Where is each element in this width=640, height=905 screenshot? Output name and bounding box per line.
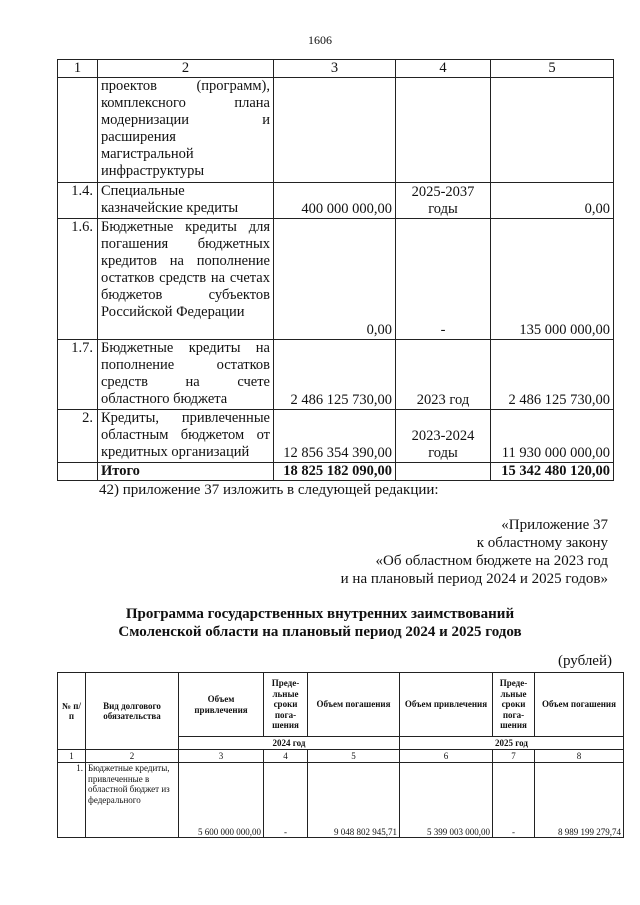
row-amount-remaining: 11 930 000 000,00 [491, 410, 614, 463]
row-amount-attract [274, 78, 396, 183]
total-term [396, 463, 491, 481]
column-number: 2 [98, 60, 274, 78]
row-description: Специальные казначейские кредиты [98, 183, 274, 219]
row-number [58, 463, 98, 481]
row-amount-remaining: 2 486 125 730,00 [491, 340, 614, 410]
column-number: 8 [535, 750, 624, 763]
row-number: 1.4. [58, 183, 98, 219]
appendix-line: «Приложение 37 [501, 517, 608, 533]
row-description: Бюджетные кредиты, привлеченные в областной бюджет из федерального [86, 763, 179, 838]
year-2024-label: 2024 год [179, 737, 400, 750]
header-repay-2024: Объем погашения [308, 673, 400, 737]
header-type: Вид долгового обязательства [86, 673, 179, 750]
row-term: 2025-2037 годы [396, 183, 491, 219]
row-amount-remaining: 135 000 000,00 [491, 219, 614, 340]
borrowing-program-table [57, 672, 624, 838]
column-number: 5 [308, 750, 400, 763]
column-number: 7 [493, 750, 535, 763]
row-term-2024: - [264, 763, 308, 838]
column-number: 2 [86, 750, 179, 763]
row-term [396, 78, 491, 183]
program-title [0, 605, 640, 641]
row-repay-2024: 9 048 802 945,71 [308, 763, 400, 838]
column-number: 3 [274, 60, 396, 78]
year-2025-label: 2025 год [400, 737, 624, 750]
appendix-line: и на плановый период 2024 и 2025 годов» [340, 571, 608, 587]
table-row [58, 410, 614, 463]
appendix-line: «Об областном бюджете на 2023 год [375, 553, 608, 569]
column-number: 5 [491, 60, 614, 78]
total-label: Итого [98, 463, 274, 481]
column-number: 4 [396, 60, 491, 78]
row-amount-remaining [491, 78, 614, 183]
row-amount-attract: 400 000 000,00 [274, 183, 396, 219]
column-number: 4 [264, 750, 308, 763]
header-attract-2024: Объем привлечения [179, 673, 264, 737]
row-term: 2023 год [396, 340, 491, 410]
row-term-2025: - [493, 763, 535, 838]
table-row [58, 78, 614, 183]
amendment-paragraph: 42) приложение 37 изложить в следующей редакции: [99, 482, 439, 498]
row-amount-attract: 0,00 [274, 219, 396, 340]
unit-label: (рублей) [557, 653, 612, 669]
header-attract-2025: Объем привлечения [400, 673, 493, 737]
total-amount-remaining: 15 342 480 120,00 [491, 463, 614, 481]
row-amount-remaining: 0,00 [491, 183, 614, 219]
appendix-heading [341, 516, 608, 588]
column-number: 3 [179, 750, 264, 763]
table-row [58, 763, 624, 838]
column-number: 1 [58, 60, 98, 78]
borrowing-table-continued [57, 59, 614, 481]
row-attract-2024: 5 600 000 000,00 [179, 763, 264, 838]
table-row [58, 340, 614, 410]
header-term-2025: Преде-льные сроки пога-шения [493, 673, 535, 737]
total-amount-attract: 18 825 182 090,00 [274, 463, 396, 481]
row-description: проектов (программ), комплексного плана модернизации и расширения магистральной инфраструктуры [98, 78, 274, 183]
header-term-2024: Преде-льные сроки пога-шения [264, 673, 308, 737]
row-amount-attract: 2 486 125 730,00 [274, 340, 396, 410]
title-line: Программа государственных внутренних заимствований [125, 606, 515, 622]
row-description: Бюджетные кредиты на пополнение остатков средств на счете областного бюджета [98, 340, 274, 410]
row-repay-2025: 8 989 199 279,74 [535, 763, 624, 838]
table-header-row [58, 60, 614, 78]
row-number: 1.6. [58, 219, 98, 340]
row-attract-2025: 5 399 003 000,00 [400, 763, 493, 838]
table-row [58, 183, 614, 219]
total-row [58, 463, 614, 481]
row-description: Бюджетные кредиты для погашения бюджетных кредитов на пополнение остатков средств на счетах бюджетов субъектов Российской Федерации [98, 219, 274, 340]
row-term: - [396, 219, 491, 340]
column-number-row [58, 750, 624, 763]
appendix-line: к областному закону [476, 535, 608, 551]
page-number: 1606 [308, 33, 332, 47]
row-number: 2. [58, 410, 98, 463]
column-number: 1 [58, 750, 86, 763]
row-description: Кредиты, привлеченные областным бюджетом от кредитных организаций [98, 410, 274, 463]
row-number: 1. [58, 763, 86, 838]
header-repay-2025: Объем погашения [535, 673, 624, 737]
title-line: Смоленской области на плановый период 2024 и 2025 годов [118, 624, 522, 640]
header-num: № п/п [58, 673, 86, 750]
table-row [58, 219, 614, 340]
row-number: 1.7. [58, 340, 98, 410]
table-header-row [58, 673, 624, 737]
row-term: 2023-2024 годы [396, 410, 491, 463]
row-number [58, 78, 98, 183]
row-amount-attract: 12 856 354 390,00 [274, 410, 396, 463]
column-number: 6 [400, 750, 493, 763]
